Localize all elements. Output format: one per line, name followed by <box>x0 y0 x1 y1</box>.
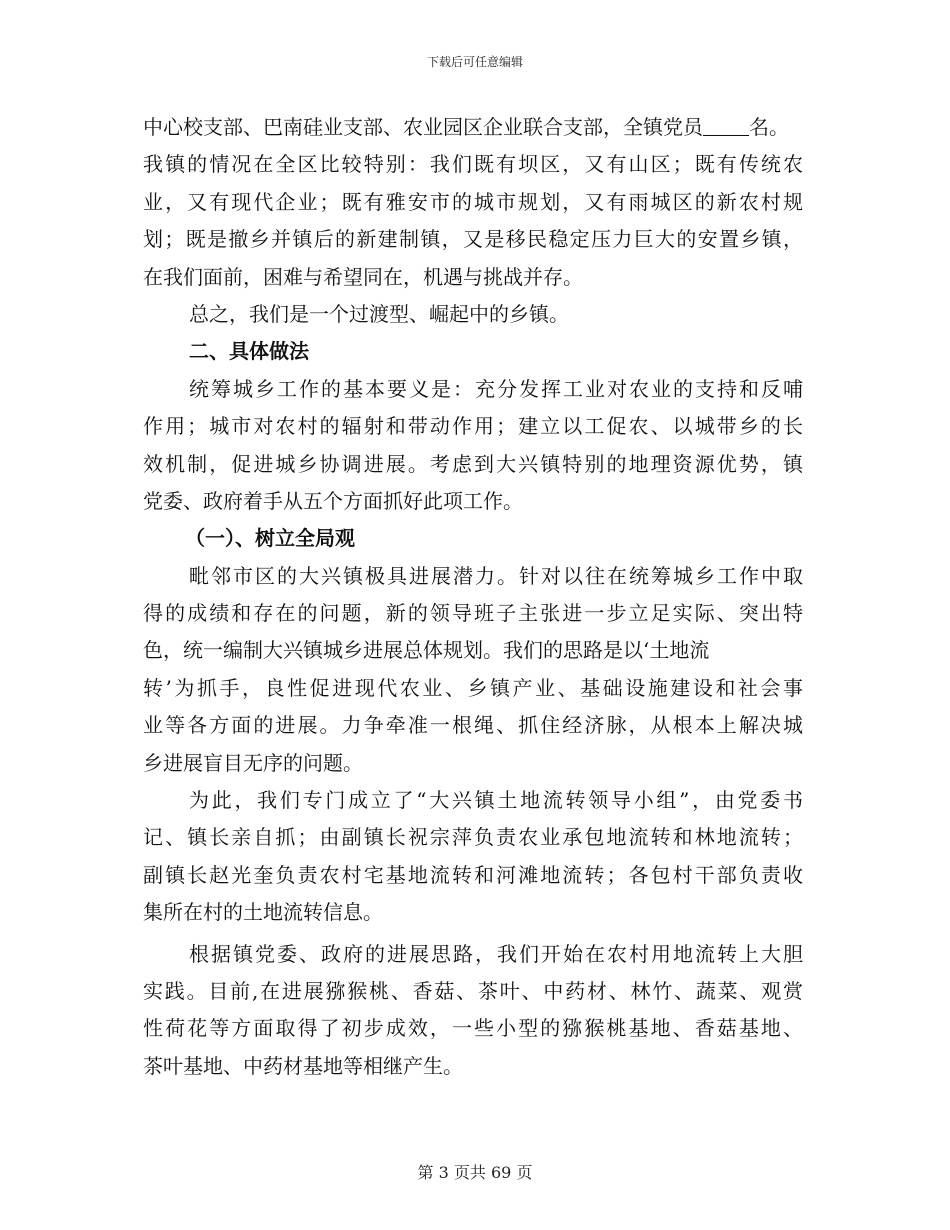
paragraph-line: 总之，我们是一个过渡型、崛起中的乡镇。 <box>189 301 569 326</box>
paragraph-line: 茶叶基地、中药材基地等相继产生。 <box>143 1053 463 1078</box>
document-body <box>143 109 803 1085</box>
text-span: 中心校支部、巴南硅业支部、农业园区企业联合支部，全镇党员 <box>143 115 703 139</box>
paragraph-line: 党委、政府着手从五个方面抓好此项工作。 <box>143 488 523 513</box>
page-footer: 第 3 页共 69 页 <box>417 1163 533 1182</box>
paragraph-line: 记、镇长亲自抓；由副镇长祝宗萍负责农业承包地流转和林地流转； <box>143 825 803 850</box>
paragraph-line: 作用；城市对农村的辐射和带动作用；建立以工促农、以城带乡的长 <box>143 414 803 439</box>
paragraph-line: 毗邻市区的大兴镇极具进展潜力。针对以往在统筹城乡工作中取 <box>189 563 803 588</box>
paragraph-line: 副镇长赵光奎负责农村宅基地流转和河滩地流转；各包村干部负责收 <box>143 862 803 887</box>
paragraph-line <box>143 109 803 146</box>
paragraph-line: 色，统一编制大兴镇城乡进展总体规划。我们的思路是以‘土地流 <box>143 638 710 663</box>
paragraph-line: 得的成绩和存在的问题，新的领导班子主张进一步立足实际、突出特 <box>143 601 803 626</box>
paragraph-line: 划；既是撤乡并镇后的新建制镇，又是移民稳定压力巨大的安置乡镇， <box>143 227 803 252</box>
paragraph-line: 乡进展盲目无序的问题。 <box>143 750 363 775</box>
fill-in-blank <box>703 115 749 136</box>
paragraph-line: 统筹城乡工作的基本要义是：充分发挥工业对农业的支持和反哺 <box>189 376 803 401</box>
paragraph-line: 集所在村的土地流转信息。 <box>143 900 383 925</box>
text-span: 名。 <box>749 115 789 139</box>
paragraph-line: 根据镇党委、政府的进展思路，我们开始在农村用地流转上大胆 <box>189 941 803 966</box>
paragraph-line: 业，又有现代企业；既有雅安市的城市规划，又有雨城区的新农村规 <box>143 189 803 214</box>
paragraph-line: 效机制，促进城乡协调进展。考虑到大兴镇特别的地理资源优势，镇 <box>143 451 803 476</box>
page-header: 下载后可任意编辑 <box>426 55 523 69</box>
paragraph-line: 在我们面前，困难与希望同在，机遇与挑战并存。 <box>143 264 583 289</box>
subsection-heading: （一）、树立全局观 <box>185 526 355 551</box>
paragraph-line: 业等各方面的进展。力争牵准一根绳、抓住经济脉，从根本上解决城 <box>143 713 803 738</box>
section-heading: 二、具体做法 <box>189 339 309 364</box>
paragraph-line: 我镇的情况在全区比较特别：我们既有坝区，又有山区；既有传统农 <box>143 152 803 177</box>
paragraph-line: 实践。目前,在进展猕猴桃、香菇、茶叶、中药材、林竹、蔬菜、观赏 <box>143 978 803 1003</box>
paragraph-line: 性荷花等方面取得了初步成效，一些小型的猕猴桃基地、香菇基地、 <box>143 1016 803 1041</box>
paragraph-line: 为此，我们专门成立了“大兴镇土地流转领导小组”，由党委书 <box>189 788 803 813</box>
paragraph-line: 转’为抓手，良性促进现代农业、乡镇产业、基础设施建设和社会事 <box>143 675 803 700</box>
